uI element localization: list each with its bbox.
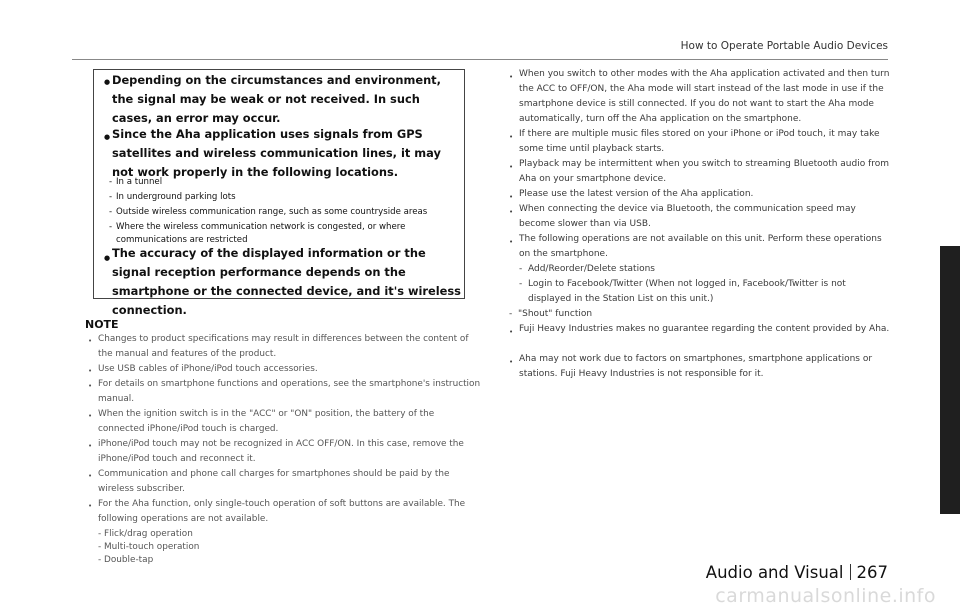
note-sub-item: - Flick/drag operation	[98, 529, 193, 539]
right-item: The following operations are not available on this unit. Perform these operations on the smartphone.	[519, 234, 882, 259]
bullet-icon: ●	[104, 78, 111, 86]
note-item: Changes to product specifications may result in differences between the content of the manual and features of the product.	[98, 334, 469, 359]
bullet-icon: •	[509, 238, 514, 246]
footer-section: Audio and Visual	[705, 563, 844, 582]
bullet-icon: •	[509, 328, 514, 336]
right-sub-item: - Login to Facebook/Twitter (When not logged in, Facebook/Twitter is not displayed in the Station List on this unit.)	[519, 279, 846, 304]
location-item: - Where the wireless communication network is congested, or where communications are restricted	[109, 222, 406, 245]
bullet-icon: •	[509, 73, 514, 81]
warning-box	[93, 69, 465, 317]
bullet-icon: •	[88, 382, 93, 390]
right-item: When connecting the device via Bluetooth, the communication speed may become slower than via USB.	[519, 204, 856, 229]
right-item: Fuji Heavy Industries makes no guarantee regarding the content provided by Aha.	[519, 324, 890, 334]
bullet-icon: •	[509, 163, 514, 171]
bullet-icon: •	[88, 367, 93, 375]
warning-item: Depending on the circumstances and environment, the signal may be weak or not received. In such cases, an error may occur.	[112, 73, 441, 125]
footer-divider	[850, 564, 851, 580]
right-sub-item: - "Shout" function	[509, 309, 593, 319]
right-sub-item: - Add/Reorder/Delete stations	[519, 264, 655, 274]
page-footer	[706, 563, 888, 582]
bullet-icon: •	[509, 133, 514, 141]
bullet-icon: •	[509, 358, 514, 366]
note-sub-item: - Double-tap	[98, 555, 154, 565]
warning-item: Since the Aha application uses signals from GPS satellites and wireless communication lines, it may not work properly in the following locations.	[112, 127, 441, 179]
bullet-icon: •	[88, 337, 93, 345]
bullet-icon: •	[88, 472, 93, 480]
right-item: When you switch to other modes with the Aha application activated and then turn the ACC to OFF/ON, the Aha mode will start instead of the last mode in use if the smartphone device is still connected. If you do not want to start the Aha mode automatically, turn off the Aha application on the smartphone.	[519, 69, 890, 124]
location-item: - In a tunnel	[109, 177, 163, 187]
note-item: iPhone/iPod touch may not be recognized in ACC OFF/ON. In this case, remove the iPhone/iPod touch and reconnect it.	[98, 439, 464, 464]
bullet-icon: •	[88, 502, 93, 510]
note-item: Communication and phone call charges for smartphones should be paid by the wireless subscriber.	[98, 469, 450, 494]
bullet-icon: •	[509, 208, 514, 216]
bullet-icon: •	[88, 442, 93, 450]
note-item: Use USB cables of iPhone/iPod touch accessories.	[98, 364, 318, 374]
right-item: Playback may be intermittent when you switch to streaming Bluetooth audio from Aha on your smartphone device.	[519, 159, 890, 184]
right-item: Aha may not work due to factors on smartphones, smartphone applications or stations. Fuji Heavy Industries is not responsible for it.	[519, 354, 873, 379]
bullet-icon: •	[88, 412, 93, 420]
note-item: For the Aha function, only single-touch operation of soft buttons are available. The following operations are not available.	[98, 499, 466, 524]
side-tab-marker	[940, 246, 960, 514]
location-item: - Outside wireless communication range, such as some countryside areas	[109, 207, 428, 217]
bullet-icon: ●	[104, 133, 111, 141]
bullet-icon: •	[509, 193, 514, 201]
bullet-icon: ●	[104, 254, 111, 262]
right-item: Please use the latest version of the Aha application.	[519, 189, 754, 199]
note-sub-item: - Multi-touch operation	[98, 542, 200, 552]
note-item: For details on smartphone functions and operations, see the smartphone's instruction manual.	[98, 379, 481, 404]
page-header-title: How to Operate Portable Audio Devices	[680, 40, 888, 52]
note-item: When the ignition switch is in the "ACC" or "ON" position, the battery of the connected iPhone/iPod touch is charged.	[98, 409, 435, 434]
warning-item: The accuracy of the displayed information or the signal reception performance depends on the smartphone or the connected device, and it's wireless connection.	[112, 246, 461, 317]
page-number: 267	[856, 563, 888, 582]
watermark: carmanualsonline.info	[715, 585, 936, 607]
header-rule	[72, 59, 888, 60]
location-item: - In underground parking lots	[109, 192, 236, 202]
right-item: If there are multiple music files stored on your iPhone or iPod touch, it may take some time until playback starts.	[519, 129, 880, 154]
note-title: NOTE	[85, 318, 119, 331]
